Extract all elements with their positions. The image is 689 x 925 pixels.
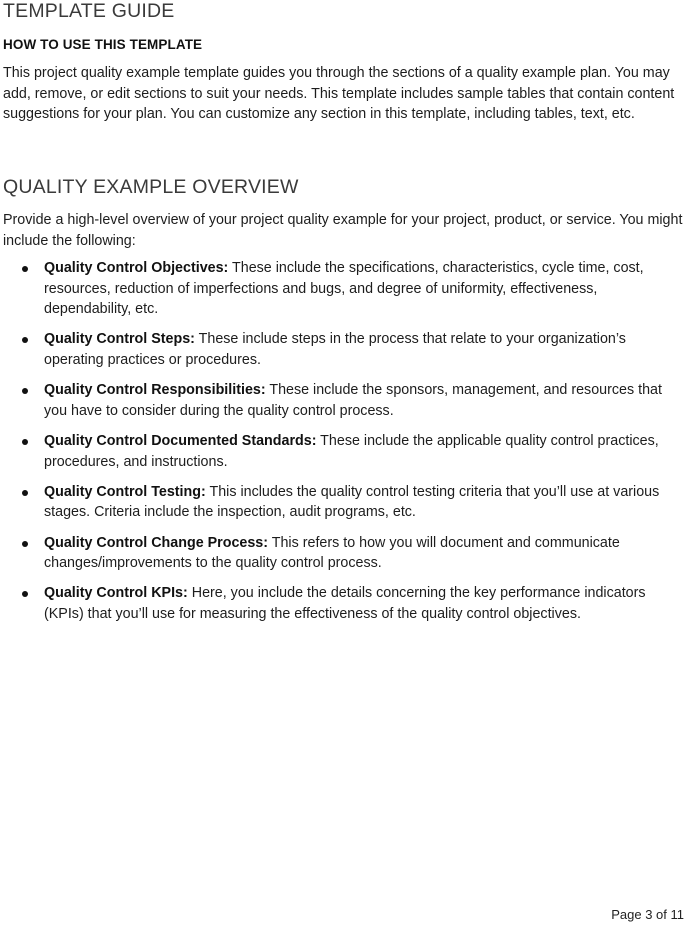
bullet-term: Quality Control Change Process: <box>44 534 269 551</box>
list-item-testing <box>3 482 687 523</box>
overview-title: QUALITY EXAMPLE OVERVIEW <box>3 176 299 198</box>
list-item-steps <box>3 329 687 370</box>
bullet-icon <box>22 541 28 547</box>
bullet-icon <box>22 439 28 445</box>
bullet-text: This refers to how you will document and communicate changes/improvements to the quality control process. <box>44 534 620 572</box>
bullet-term: Quality Control KPIs: <box>44 585 188 602</box>
list-item-change-process <box>3 533 687 574</box>
bullet-text: These include the specifications, characteristics, cycle time, cost, resources, reduction of imperfections and bugs, and degree of uniformity, effectiveness, dependability, etc. <box>44 260 644 318</box>
bullet-text: These include the applicable quality control practices, procedures, and instructions. <box>44 432 659 470</box>
overview-bullet-list <box>3 258 687 634</box>
page-number: Page 3 of 11 <box>611 907 684 922</box>
bullet-term: Quality Control Objectives: <box>44 260 229 276</box>
list-item-objectives <box>3 258 687 320</box>
list-item-responsibilities <box>3 380 687 421</box>
template-guide-title: TEMPLATE GUIDE <box>3 0 175 22</box>
bullet-term: Quality Control Testing: <box>44 483 206 500</box>
overview-intro-paragraph: Provide a high-level overview of your project quality example for your project, product, or service. You might include the following: <box>3 212 683 249</box>
how-to-use-subheading: HOW TO USE THIS TEMPLATE <box>3 37 203 52</box>
bullet-icon <box>22 266 28 272</box>
bullet-text: Here, you include the details concerning the key performance indicators (KPIs) that you’ll use for measuring the effectiveness of the quality control objectives. <box>44 585 646 622</box>
bullet-icon <box>22 388 28 394</box>
bullet-text: These include steps in the process that relate to your organization’s operating practices or procedures. <box>44 331 626 368</box>
bullet-icon <box>22 591 28 597</box>
template-guide-paragraph: This project quality example template guides you through the sections of a quality example plan. You may add, remove, or edit sections to suit your needs. This template includes sample tables that contain content suggestions for your plan. You can customize any section in this template, including tables, text, etc. <box>3 65 675 123</box>
list-item-documented-standards <box>3 431 687 472</box>
bullet-icon <box>22 337 28 343</box>
bullet-term: Quality Control Responsibilities: <box>44 382 266 399</box>
bullet-term: Quality Control Steps: <box>44 331 195 348</box>
bullet-term: Quality Control Documented Standards: <box>44 432 317 449</box>
list-item-kpis <box>3 583 687 624</box>
bullet-text: These include the sponsors, management, and resources that you have to consider during the quality control process. <box>44 382 662 419</box>
bullet-text: This includes the quality control testing criteria that you’ll use at various stages. Criteria include the inspection, audit programs, etc. <box>44 483 660 521</box>
bullet-icon <box>22 490 28 496</box>
